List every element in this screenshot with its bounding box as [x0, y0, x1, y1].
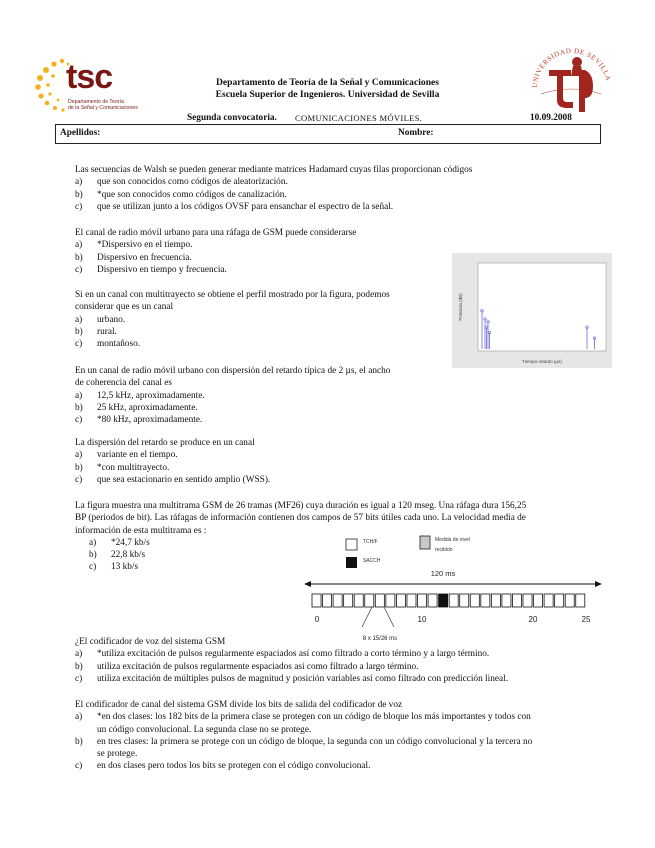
- frame-tch: [333, 594, 342, 607]
- x-axis-label: Tiempo retardo (µs): [522, 359, 562, 364]
- option-text: *utiliza excitación de pulsos regularmente espaciados así como filtrado a corto término y a largo término.: [97, 649, 490, 660]
- option-text: que se utilizan junto a los códigos OVSF para ensanchar el espectro de la señal.: [97, 201, 394, 212]
- frame-tch: [386, 594, 395, 607]
- arrow-left-icon: [304, 581, 311, 587]
- svg-text:UNIVERSIDAD DE SEVILLA: [531, 47, 612, 88]
- option-a[interactable]: [75, 390, 390, 402]
- option-text: utiliza excitación de pulsos regularmente espaciados así como filtrado a largo término.: [97, 661, 419, 672]
- option-b[interactable]: [75, 736, 532, 761]
- option-text: montañoso.: [97, 339, 141, 350]
- frame-tch: [565, 594, 574, 607]
- option-key: b): [89, 550, 97, 561]
- multiframe-diagram: [300, 533, 610, 648]
- option-text: *80 kHz, aproximadamente.: [97, 415, 203, 426]
- nombre-label: Nombre:: [398, 128, 434, 138]
- question-stem-cont: BP (periodos de bit). Las ráfagas de información contienen dos campos de 57 bits útiles cada uno. La velocidad media de: [75, 513, 526, 524]
- y-axis-label: Potencia (dB): [458, 293, 463, 321]
- option-key: c): [75, 761, 83, 772]
- frame-tch: [555, 594, 564, 607]
- frame-tch: [312, 594, 321, 607]
- question-7: [75, 636, 508, 685]
- option-text-cont: un código convolucional. La segunda clase no se protege.: [97, 724, 312, 735]
- option-b[interactable]: [75, 462, 270, 474]
- option-key: a): [75, 649, 83, 660]
- option-key: c): [75, 201, 83, 212]
- option-b[interactable]: [75, 402, 390, 414]
- option-key: b): [75, 189, 83, 200]
- legend-idle-2: recibido: [435, 547, 453, 553]
- option-c[interactable]: [75, 760, 532, 772]
- option-key: b): [75, 252, 83, 263]
- option-text: en dos clases pero todos los bits se protegen con el código convolucional.: [97, 761, 371, 772]
- burst-line-left: [362, 607, 372, 627]
- option-key: b): [75, 736, 83, 747]
- question-stem: ¿El codificador de voz del sistema GSM: [75, 637, 226, 647]
- option-key: b): [75, 402, 83, 413]
- frame-tch: [481, 594, 490, 607]
- frame-tch: [534, 594, 543, 607]
- legend-idle-box: [420, 536, 430, 549]
- option-key: a): [75, 314, 83, 325]
- question-8: [75, 699, 532, 773]
- question-4: [75, 365, 390, 426]
- option-text: que son conocidos como códigos de aleatorización.: [97, 177, 288, 188]
- tick-10: 10: [417, 615, 427, 624]
- university-seal: [527, 36, 615, 116]
- option-a[interactable]: [75, 648, 508, 660]
- burst-line-right: [384, 607, 394, 627]
- option-text: *que son conocidos como códigos de canalización.: [97, 189, 287, 200]
- frame-tch: [396, 594, 405, 607]
- option-text: variante en el tiempo.: [97, 450, 178, 461]
- option-text: Dispersivo en frecuencia.: [97, 252, 192, 263]
- option-c[interactable]: [75, 474, 270, 486]
- question-stem: El canal de radio móvil urbano para una ráfaga de GSM puede considerarse: [75, 228, 357, 238]
- option-text: 22,8 kb/s: [111, 550, 146, 561]
- option-text: 12,5 kHz, aproximadamente.: [97, 390, 205, 401]
- logo-text: tsc: [66, 58, 113, 96]
- frame-tch: [449, 594, 458, 607]
- option-text: 25 kHz, aproximadamente.: [97, 402, 198, 413]
- logo-sub-2: de la Señal y Comunicaciones: [68, 105, 138, 111]
- exam-date: 10.09.2008: [530, 113, 572, 123]
- course-name: COMUNICACIONES MÓVILES.: [295, 113, 423, 123]
- option-text: en tres clases: la primera se protege con un código de bloque, la segunda con un código convolucional y la tercera no: [97, 736, 533, 747]
- legend-sacch: SACCH: [363, 558, 381, 564]
- school-title: Escuela Superior de Ingenieros. Universidad de Sevilla: [215, 89, 440, 100]
- department-title: Departamento de Teoría de la Señal y Comunicaciones: [215, 77, 440, 88]
- legend-sacch-box: [346, 557, 357, 568]
- option-key: a): [89, 537, 97, 548]
- option-a[interactable]: [75, 314, 390, 326]
- option-key: a): [75, 240, 83, 251]
- option-text-cont: se protege.: [97, 749, 138, 760]
- option-c[interactable]: [75, 201, 472, 213]
- question-stem: El codificador de canal del sistema GSM divide los bits de salida del codificador de voz: [75, 700, 403, 710]
- option-b[interactable]: [75, 661, 508, 673]
- option-key: c): [75, 415, 83, 426]
- burst-label: 8 x 15/26 ms: [362, 636, 398, 642]
- option-text: *Dispersivo en el tiempo.: [97, 240, 193, 251]
- frame-idle: [576, 594, 585, 607]
- option-text: *en dos clases: los 182 bits de la primera clase se protegen con un código de bloque los más importantes y todos con: [97, 712, 531, 723]
- question-stem-cont: considerar que es un canal: [75, 302, 174, 313]
- frame-sacch: [439, 594, 448, 607]
- option-text: 13 kb/s: [111, 562, 139, 573]
- nombre-field[interactable]: [394, 125, 600, 143]
- name-box: [55, 124, 601, 144]
- option-a[interactable]: [75, 176, 472, 188]
- question-5: [75, 437, 270, 486]
- frame-tch: [502, 594, 511, 607]
- option-key: c): [75, 474, 83, 485]
- arrow-right-icon: [595, 581, 602, 587]
- frame-tch: [418, 594, 427, 607]
- question-3: [75, 289, 390, 350]
- question-stem: En un canal de radio móvil urbano con dispersión del retardo típica de 2 µs, el ancho: [75, 366, 391, 376]
- option-key: a): [75, 177, 83, 188]
- seal-text: UNIVERSIDAD DE SEVILLA: [530, 46, 613, 89]
- question-stem-cont: de coherencia del canal es: [75, 378, 173, 389]
- frame-tch: [544, 594, 553, 607]
- frame-tch: [323, 594, 332, 607]
- tick-20: 20: [528, 615, 538, 624]
- convocatoria-label: Segunda convocatoria.: [187, 113, 277, 123]
- frame-tch: [375, 594, 384, 607]
- delay-profile-chart: [452, 253, 612, 368]
- option-key: c): [75, 339, 83, 350]
- apellidos-field[interactable]: [56, 125, 356, 143]
- frame-tch: [460, 594, 469, 607]
- option-text: utiliza excitación de múltiples pulsos de magnitud y posición variables así como filtrado con predicción lineal.: [97, 673, 509, 684]
- duration-label: 120 ms: [430, 569, 456, 578]
- option-c[interactable]: [75, 338, 390, 350]
- delay-profile-figure: [452, 253, 612, 368]
- question-stem: La dispersión del retardo se produce en un canal: [75, 438, 255, 448]
- option-a[interactable]: [75, 711, 532, 736]
- logo-sub-1: Departamento de Teoría: [68, 99, 124, 105]
- legend-tch-box: [346, 539, 357, 550]
- option-key: c): [89, 562, 97, 573]
- tick-25: 25: [581, 615, 591, 624]
- option-b[interactable]: [75, 189, 472, 201]
- legend-tch: TCH/F: [363, 539, 378, 545]
- option-c[interactable]: [75, 673, 508, 685]
- option-text: *24,7 kb/s: [111, 537, 150, 548]
- option-key: b): [75, 326, 83, 337]
- apellidos-label: Apellidos:: [60, 128, 101, 138]
- frame-tch: [523, 594, 532, 607]
- option-text: rural.: [97, 326, 117, 337]
- frame-tch: [491, 594, 500, 607]
- legend-idle-1: Medida de nivel: [435, 537, 471, 543]
- option-key: b): [75, 462, 83, 473]
- option-key: a): [75, 450, 83, 461]
- question-stem-cont: información de esta multitrama es :: [75, 525, 207, 536]
- option-c[interactable]: [75, 264, 356, 276]
- option-key: a): [75, 390, 83, 401]
- option-key: c): [75, 673, 83, 684]
- question-stem: Las secuencias de Walsh se pueden generar mediante matrices Hadamard cuyas filas proporcionan códigos: [75, 165, 473, 175]
- frame-tch: [407, 594, 416, 607]
- frame-tch: [470, 594, 479, 607]
- frame-tch: [354, 594, 363, 607]
- option-a[interactable]: [75, 239, 356, 251]
- question-stem: Si en un canal con multitrayecto se obtiene el perfil mostrado por la figura, podemos: [75, 290, 390, 300]
- frame-tch: [512, 594, 521, 607]
- option-key: b): [75, 661, 83, 672]
- option-key: a): [75, 712, 83, 723]
- option-c[interactable]: [75, 414, 390, 426]
- frame-tch: [428, 594, 437, 607]
- option-b[interactable]: [75, 326, 390, 338]
- frame-tch: [365, 594, 374, 607]
- question-stem: La figura muestra una multitrama GSM de 26 tramas (MF26) cuya duración es igual a 120 mseg. Una ráfaga dura 156,25: [75, 501, 527, 511]
- option-text: Dispersivo en tiempo y frecuencia.: [97, 264, 227, 275]
- question-1: [75, 164, 472, 213]
- tick-0: 0: [314, 615, 320, 624]
- option-text: *con multitrayecto.: [97, 462, 170, 473]
- question-2: [75, 227, 356, 276]
- option-text: urbano.: [97, 314, 126, 325]
- frame-tch: [344, 594, 353, 607]
- option-key: c): [75, 264, 83, 275]
- option-a[interactable]: [75, 449, 270, 461]
- option-b[interactable]: [75, 252, 356, 264]
- option-text: que sea estacionario en sentido amplio (WSS).: [97, 474, 271, 485]
